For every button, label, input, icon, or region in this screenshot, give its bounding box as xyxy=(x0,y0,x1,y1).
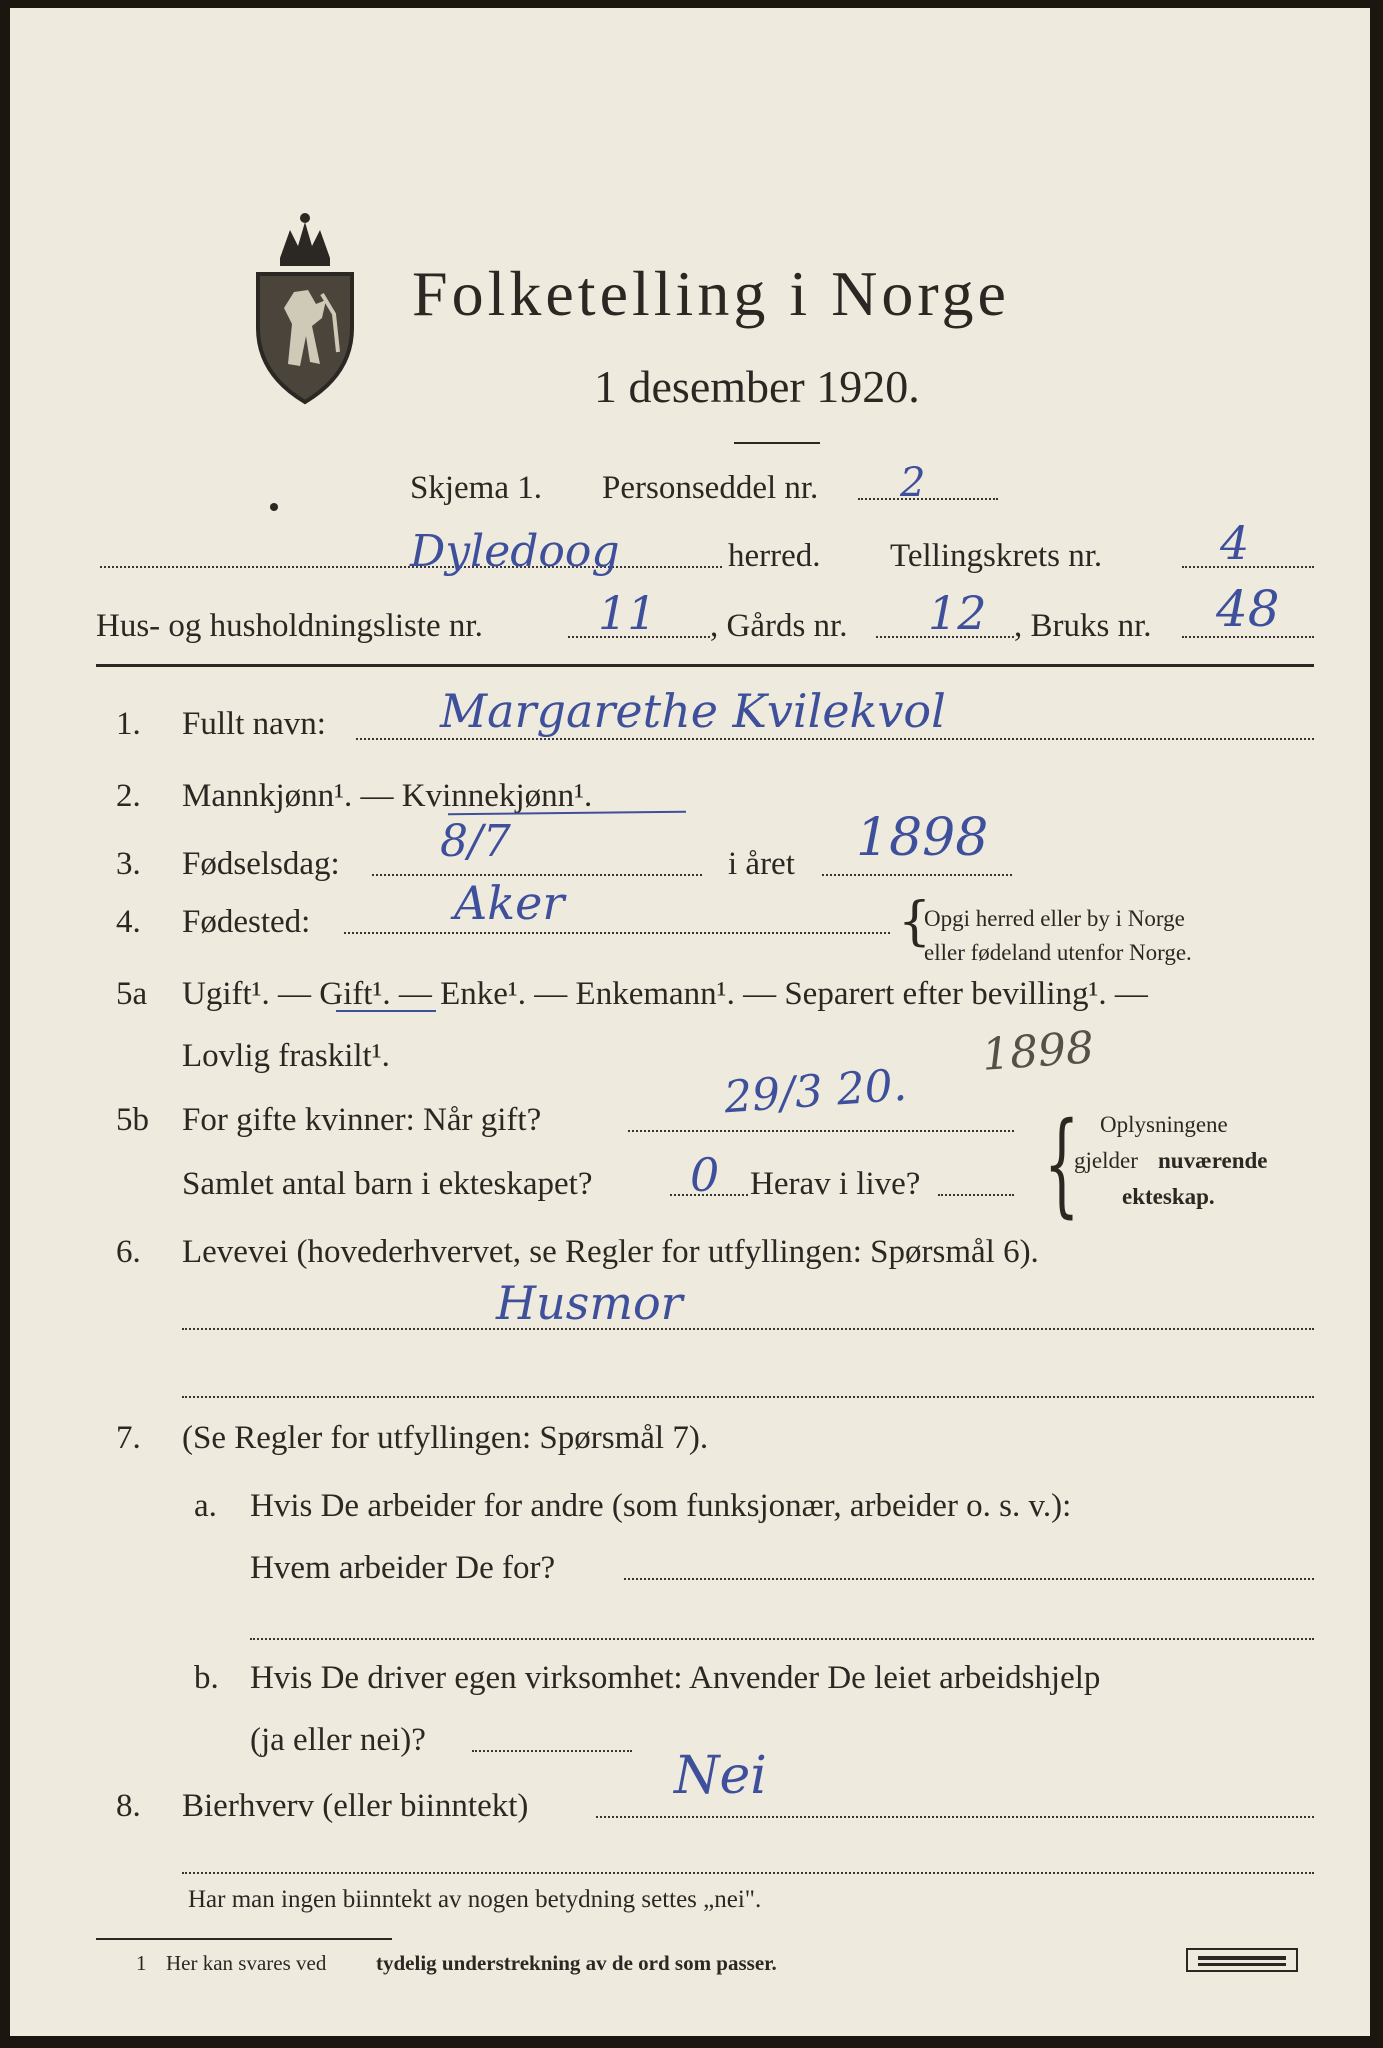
q6-number: 6. xyxy=(116,1234,141,1270)
q5b-label: For gifte kvinner: Når gift? xyxy=(182,1102,542,1138)
q6-value: Husmor xyxy=(496,1276,683,1330)
q2-number: 2. xyxy=(116,778,141,814)
footnote-text-b: tydelig understrekning av de ord som passer. xyxy=(376,1951,777,1975)
q5a-line1: Ugift¹. — Gift¹. — Enke¹. — Enkemann¹. — Separert efter bevilling¹. — xyxy=(182,976,1148,1012)
q3-year-value: 1898 xyxy=(856,808,989,868)
q7a-line-1 xyxy=(624,1578,1314,1580)
footnote-mark: 1 xyxy=(136,1951,147,1975)
q4-number: 4. xyxy=(116,904,141,940)
q5b-brace: { xyxy=(1043,1099,1080,1229)
tellingskrets-label: Tellingskrets nr. xyxy=(890,538,1103,574)
personseddel-line xyxy=(858,498,998,500)
skjema-label: Skjema 1. xyxy=(410,470,542,506)
q5a-line2: Lovlig fraskilt¹. xyxy=(182,1038,390,1074)
q4-note-1: Opgi herred eller by i Norge xyxy=(924,906,1185,931)
q5b-note-2a: gjelder xyxy=(1074,1148,1138,1173)
gards-label: , Gårds nr. xyxy=(710,608,848,644)
q5b-alive-line xyxy=(938,1194,1014,1196)
norwegian-coat-of-arms-icon xyxy=(250,196,360,406)
q8-line xyxy=(596,1816,1314,1818)
q5b-children-value: 0 xyxy=(690,1148,720,1202)
q7a-letter: a. xyxy=(194,1488,217,1524)
q1-line xyxy=(356,738,1314,740)
q3-year-line xyxy=(822,874,1012,876)
q5b-note-3: ekteskap. xyxy=(1122,1184,1215,1209)
q1-label: Fullt navn: xyxy=(182,706,326,742)
q5b-note-1: Oplysningene xyxy=(1100,1112,1228,1137)
census-date: 1 desember 1920. xyxy=(594,361,920,412)
q5b-value: 29/3 20. xyxy=(722,1059,909,1124)
q7b-label: Hvis De driver egen virksomhet: Anvender De leiet arbeidshjelp xyxy=(250,1660,1101,1696)
printer-stamp-icon xyxy=(1186,1948,1298,1972)
q6-label: Levevei (hovederhvervet, se Regler for utfyllingen: Spørsmål 6). xyxy=(182,1234,1039,1270)
q6-line-1 xyxy=(182,1328,1314,1330)
personseddel-value: 2 xyxy=(900,460,926,506)
bruks-label: , Bruks nr. xyxy=(1014,608,1152,644)
q4-line xyxy=(344,932,890,934)
q7a-question: Hvem arbeider De for? xyxy=(250,1550,556,1586)
q7a-label: Hvis De arbeider for andre (som funksjonær, arbeider o. s. v.): xyxy=(250,1488,1072,1524)
title-divider xyxy=(734,442,820,444)
form-title: Folketelling i Norge xyxy=(412,258,1010,329)
q5b-number: 5b xyxy=(116,1102,149,1138)
q4-brace: { xyxy=(898,892,932,952)
q7b-letter: b. xyxy=(194,1660,219,1696)
q5a-number: 5a xyxy=(116,976,148,1012)
footnote-text-a: Her kan svares ved xyxy=(166,1951,327,1975)
q5b-note-2b: nuværende xyxy=(1158,1148,1268,1173)
gards-value: 12 xyxy=(928,586,987,640)
footer-divider xyxy=(96,1938,392,1940)
herred-value: Dyledoog xyxy=(410,526,620,577)
q2-label: Mannkjønn¹. — Kvinnekjønn¹. xyxy=(182,778,593,814)
q7b-line xyxy=(472,1750,632,1752)
q4-note-2: eller fødeland utenfor Norge. xyxy=(924,940,1192,965)
personseddel-label: Personseddel nr. xyxy=(602,470,819,506)
header-separator xyxy=(96,664,1314,667)
q8-number: 8. xyxy=(116,1788,141,1824)
hus-value: 11 xyxy=(598,586,657,640)
q7-label: (Se Regler for utfyllingen: Spørsmål 7). xyxy=(182,1420,709,1456)
q3-value: 8/7 xyxy=(440,816,511,867)
gift-underline xyxy=(336,1010,436,1012)
q8-line-2 xyxy=(182,1872,1314,1874)
q5b-alive-label: Herav i live? xyxy=(750,1166,921,1202)
dot-mark xyxy=(270,503,278,511)
q7-number: 7. xyxy=(116,1420,141,1456)
q7b-question: (ja eller nei)? xyxy=(250,1722,426,1758)
census-form-page xyxy=(10,8,1370,2036)
hus-label: Hus- og husholdningsliste nr. xyxy=(96,608,483,644)
q3-label: Fødselsdag: xyxy=(182,846,340,882)
q6-line-2 xyxy=(182,1396,1314,1398)
q5b-extra-value: 1898 xyxy=(980,1022,1096,1081)
q5b-line xyxy=(628,1130,1014,1132)
q8-label: Bierhverv (eller biinntekt) xyxy=(182,1788,529,1824)
q3-year-label: i året xyxy=(728,846,795,882)
q7a-line-2 xyxy=(250,1638,1314,1640)
q4-value: Aker xyxy=(454,876,565,930)
q3-number: 3. xyxy=(116,846,141,882)
q1-number: 1. xyxy=(116,706,141,742)
q1-value: Margarethe Kvilekvol xyxy=(440,684,946,738)
tellingskrets-value: 4 xyxy=(1220,516,1250,570)
footer-note: Har man ingen biinntekt av nogen betydning settes „nei". xyxy=(188,1886,762,1913)
bruks-value: 48 xyxy=(1216,580,1280,638)
q5b-children-label: Samlet antal barn i ekteskapet? xyxy=(182,1166,593,1202)
herred-label: herred. xyxy=(728,538,821,574)
q4-label: Fødested: xyxy=(182,904,311,940)
q8-value: Nei xyxy=(674,1746,767,1806)
